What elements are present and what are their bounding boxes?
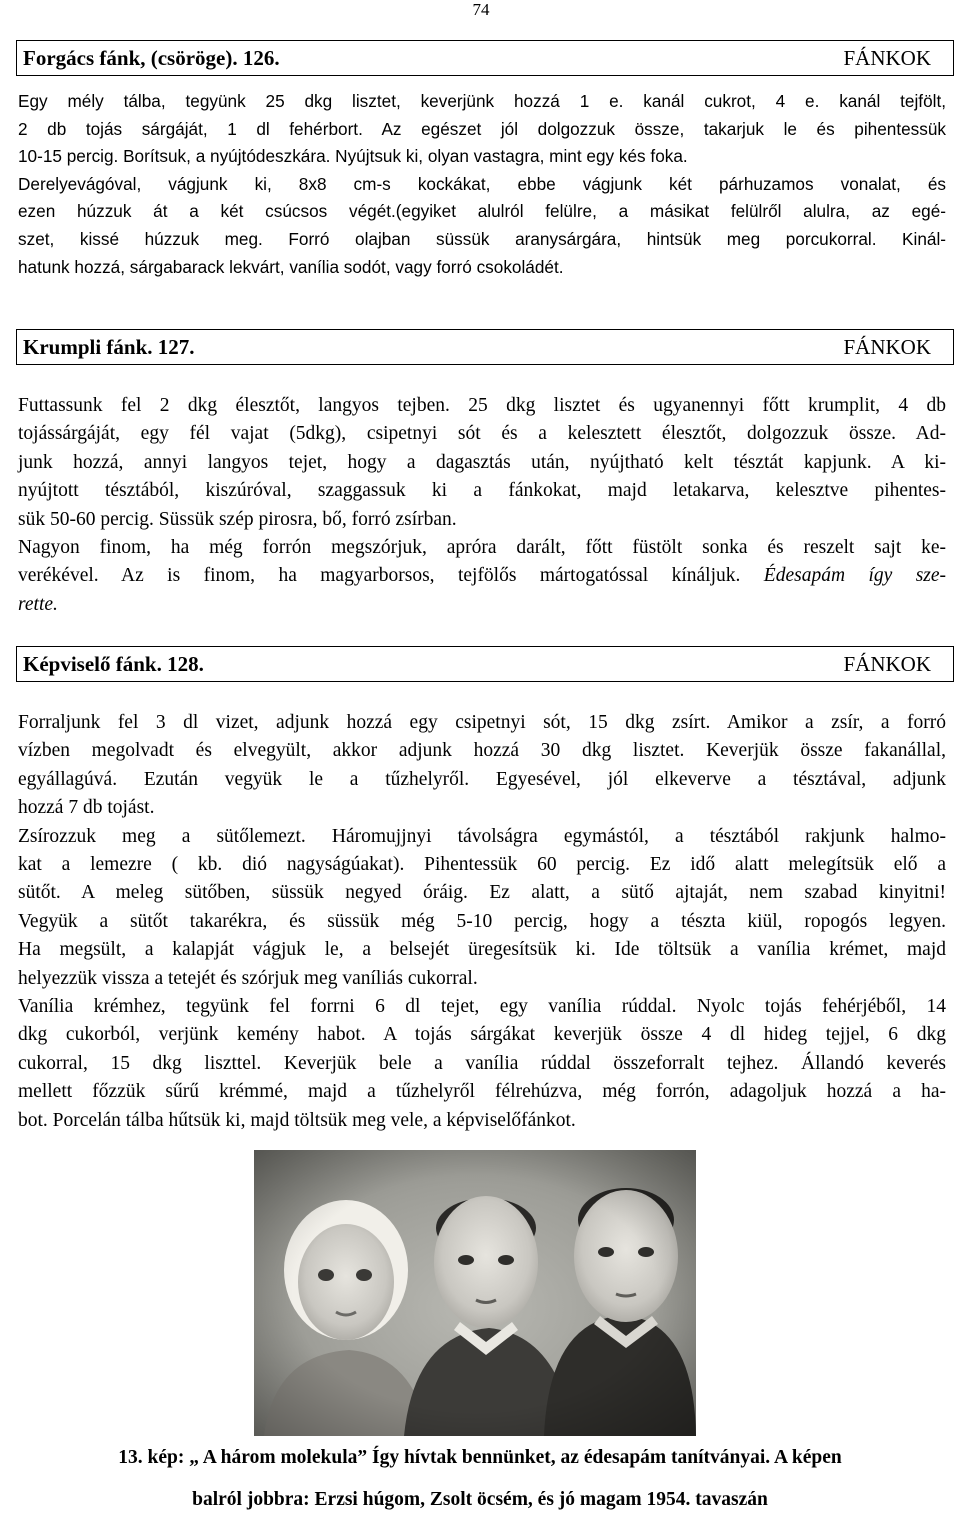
photo-caption-line-1: 13. kép: „ A három molekula” Így hívtak bennünket, az édesapám tanítványai. A képen (118, 1447, 842, 1468)
family-photo-drawing (254, 1150, 696, 1436)
recipe-127-line: tojássárgáját, egy fél vajat (5dkg), csipetnyi sót és a kelesztett élesztőt, dolgozzuk össze. Ad- (18, 423, 946, 445)
recipe-128-line: vízben megolvadt és elvegyült, akkor adjunk hozzá 30 dkg lisztet. Keverjük össze fakanállal, (18, 740, 946, 762)
recipe-127-line: Nagyon finom, ha még forrón megszórjuk, apróra darált, főtt füstölt sonka és reszelt sajt ke- (18, 537, 946, 559)
recipe-127-line: junk hozzá, annyi langyos tejet, hogy a dagasztás után, nyújtható kelt tésztát kapjunk. A ki- (18, 451, 946, 473)
page-number: 74 (472, 0, 490, 19)
recipe-127-category: FÁNKOK (843, 334, 931, 359)
recipe-128-category: FÁNKOK (843, 651, 931, 676)
recipe-127-line: nyújtott tésztából, kiszúróval, szaggassuk ki a fánkokat, majd letakarva, kelesztve pihentes- (18, 480, 946, 502)
recipe-128-line: Forraljunk fel 3 dl vizet, adjunk hozzá egy csipetnyi sót, 15 dkg zsírt. Amikor a zsír, a forró (18, 712, 946, 733)
recipe-128-line: sütőt. A meleg sütőben, süssük negyed óráig. Ez alatt, a sütő ajtaját, nem szabad kinyitni! (18, 882, 946, 904)
recipe-127-line: verékével. Az is finom, ha magyarborsos, tejfölős mártogatóssal kínáljuk. (18, 565, 741, 587)
recipe-128-text (18, 709, 946, 1135)
recipe-128-line: Vanília krémhez, tegyünk fel forrni 6 dl tejet, egy vanília rúddal. Nyolc tojás fehérjéből, 14 (18, 996, 946, 1018)
recipe-126-line: szet, kissé húzzuk meg. Forró olajban süssük aranysárgára, hintsük meg porcukorral. Kinál- (18, 228, 946, 249)
recipe-128-line: cukorral, 15 dkg liszttel. Keverjük bele a vanília rúddal összeforralt tejhez. Állandó keverés (18, 1052, 946, 1074)
recipe-127-italic-note: Édesapám így sze- (763, 565, 947, 587)
recipe-126-line: hatunk hozzá, sárgabarack lekvárt, vanília sodót, vagy forró csokoládét. (18, 256, 564, 277)
recipe-128-line: dkg cukorból, verjünk kemény habot. A tojás sárgákat keverjük össze 4 dl hideg tejjel, 6 dkg (18, 1024, 946, 1046)
recipe-126-line: Egy mély tálba, tegyünk 25 dkg lisztet, keverjünk hozzá 1 e. kanál cukrot, 4 e. kanál tejfölt, (18, 91, 946, 111)
recipe-127-last-line (18, 562, 946, 590)
recipe-128-line: egyállagúvá. Ezután vegyük le a tűzhelyről. Egyesével, jól elkeverve a tésztával, adjunk (18, 768, 946, 790)
recipe-127-line: sük 50-60 percig. Süssük szép pirosra, bő, forró zsírban. (18, 508, 457, 530)
recipe-126-category: FÁNKOK (843, 45, 931, 70)
recipe-128-line: mellett főzzük sűrű krémmé, majd a tűzhelyről félrehúzva, még forrón, adagoljuk hozzá a ha- (18, 1081, 946, 1103)
recipe-128-line: helyezzük vissza a tetejét és szórjuk meg vaníliás cukorral. (18, 967, 478, 989)
recipe-126-text (18, 88, 946, 281)
recipe-126-line: 2 db tojás sárgáját, 1 dl fehérbort. Az egészet jól dolgozzuk össze, takarjuk le és pihentessük (18, 118, 946, 139)
recipe-127-italic-end (18, 591, 946, 619)
recipe-128-line: Vegyük a sütőt takarékra, és süssük még 5-10 percig, hogy a tészta kiül, ropogós legyen. (18, 910, 946, 932)
recipe-127-line: Futtassunk fel 2 dkg élesztőt, langyos tejben. 25 dkg lisztet és ugyanennyi főtt krumplit, 4 db (18, 395, 946, 416)
recipe-127-text (18, 392, 946, 619)
recipe-126-line: 10-15 percig. Borítsuk, a nyújtódeszkára. Nyújtsuk ki, olyan vastagra, mint egy kés foka. (18, 146, 688, 167)
photo-caption-line-2: balról jobbra: Erzsi húgom, Zsolt öcsém, és jó magam 1954. tavaszán (192, 1489, 768, 1510)
recipe-128-line: Ha megsült, a kalapját vágjuk le, a belsejét üregesítsük ki. Ide töltsük a vanília krémet, majd (18, 939, 946, 961)
recipe-126-line: ezen húzzuk át a két csúcsos végét.(egyiket alulról felülre, a másikat felülről alulra, az egé- (18, 201, 946, 222)
recipe-128-line: bot. Porcelán tálba hűtsük ki, majd töltsük meg vele, a képviselőfánkot. (18, 1109, 576, 1131)
family-photo (254, 1150, 696, 1436)
recipe-128-line: Zsírozzuk meg a sütőlemezt. Háromujjnyi távolságra egymástól, a tésztából rakjunk halmo- (18, 825, 946, 847)
recipe-128-line: hozzá 7 db tojást. (18, 797, 155, 819)
recipe-128-line: kat a lemezre ( kb. dió nagyságúakat). Pihentessük 60 percig. Ez idő alatt melegítsük elő a (18, 854, 946, 876)
recipe-127-heading (16, 329, 954, 365)
recipe-128-heading (16, 646, 954, 682)
recipe-126-line: Derelyevágóval, vágjunk ki, 8x8 cm-s kockákat, ebbe vágjunk két párhuzamos vonalat, és (18, 173, 946, 194)
recipe-126-title: Forgács fánk, (csöröge). 126. (23, 45, 280, 70)
recipe-127-italic-note-end: rette. (18, 593, 58, 615)
recipe-126-heading (16, 40, 954, 76)
recipe-128-title: Képviselő fánk. 128. (23, 651, 204, 676)
recipe-127-title: Krumpli fánk. 127. (23, 334, 195, 359)
